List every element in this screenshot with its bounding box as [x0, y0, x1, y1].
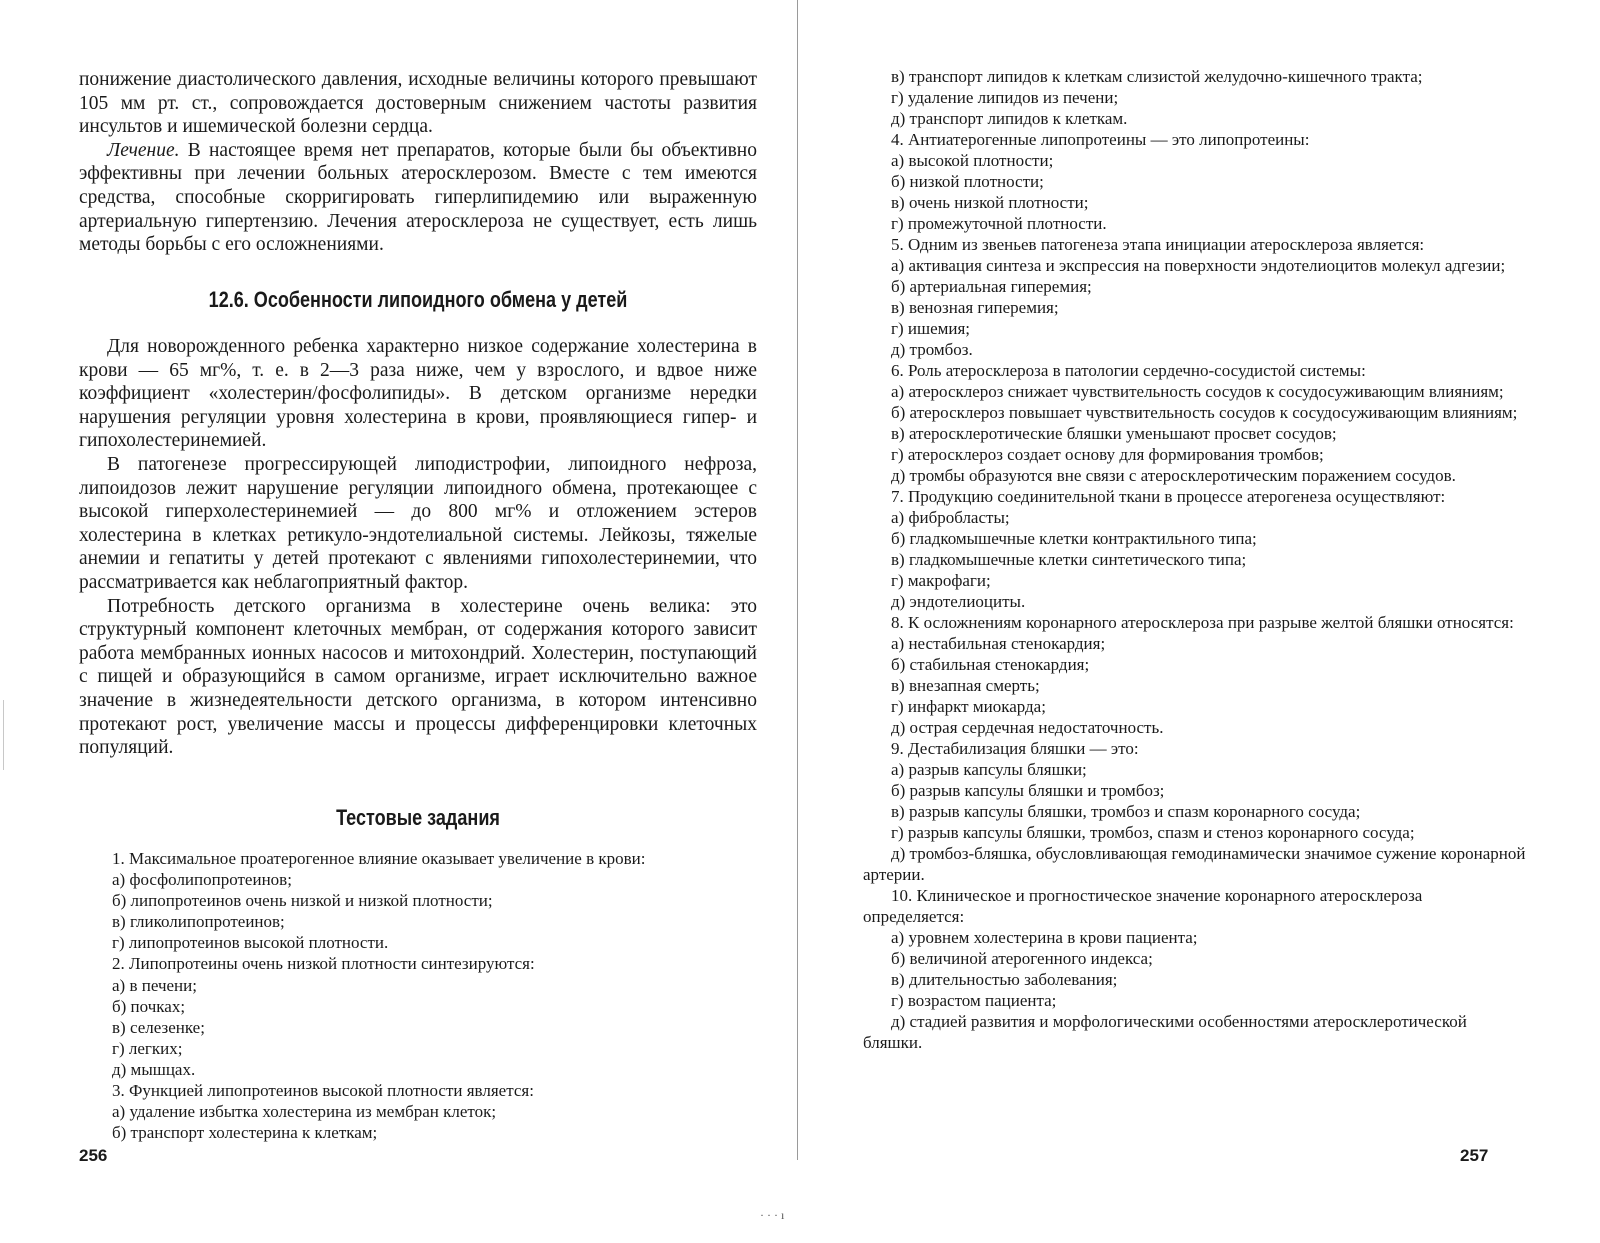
test-line: д) тромбоз. — [891, 340, 973, 359]
test-line: г) атеросклероз создает основу для формирования тромбов; — [891, 445, 1324, 464]
test-line: в) гликолипопротеинов; — [112, 912, 285, 932]
test-line: г) промежуточной плотности. — [891, 214, 1107, 233]
test-line: в) длительностью заболевания; — [891, 970, 1118, 989]
section-text — [79, 335, 757, 760]
test-line: б) транспорт холестерина к клеткам; — [112, 1123, 378, 1143]
test-line: а) разрыв капсулы бляшки; — [891, 760, 1087, 779]
test-line: в) селезенке; — [112, 1017, 205, 1037]
test-line: в) разрыв капсулы бляшки, тромбоз и спазм коронарного сосуда; — [891, 802, 1361, 821]
test-question: 4. Антиатерогенные липопротеины — это липопротеины: — [891, 130, 1310, 149]
test-question: 5. Одним из звеньев патогенеза этапа инициации атеросклероза является: — [891, 235, 1425, 254]
test-line: г) липопротеинов высокой плотности. — [112, 933, 389, 953]
test-line: д) тромбоз-бляшка, обусловливающая гемодинамически значимое сужение коронарной артерии. — [863, 844, 1526, 884]
test-line: б) липопротеинов очень низкой и низкой плотности; — [112, 891, 493, 911]
test-list-right — [863, 66, 1527, 1053]
scan-artifact: · · · ı — [760, 1208, 785, 1222]
test-line: а) атеросклероз снижает чувствительность сосудов к сосудосуживающим влияниям; — [891, 382, 1504, 401]
test-line: г) легких; — [112, 1038, 183, 1058]
test-line: в) атеросклеротические бляшки уменьшают просвет сосудов; — [891, 424, 1337, 443]
test-line: б) артериальная гиперемия; — [891, 277, 1092, 296]
test-line: в) гладкомышечные клетки синтетического типа; — [891, 550, 1247, 569]
test-line: б) атеросклероз повышает чувствительность сосудов к сосудосуживающим влияниям; — [891, 403, 1518, 422]
test-line: д) стадией развития и морфологическими особенностями атеросклеротической бляшки. — [863, 1012, 1467, 1052]
page-number-left: 256 — [79, 1146, 108, 1165]
test-line: а) нестабильная стенокардия; — [891, 634, 1106, 653]
test-line: 3. Функцией липопротеинов высокой плотности является: — [112, 1081, 534, 1101]
test-line: 2. Липопротеины очень низкой плотности синтезируются: — [112, 954, 535, 974]
right-page — [800, 0, 1600, 1243]
test-list-left — [112, 848, 757, 1143]
test-line: в) транспорт липидов к клеткам слизистой желудочно-кишечного тракта; — [891, 67, 1423, 86]
scan-edge-mark — [3, 700, 4, 770]
test-line: д) тромбы образуются вне связи с атеросклеротическим поражением сосудов. — [891, 466, 1456, 485]
test-line: в) очень низкой плотности; — [891, 193, 1089, 212]
test-line: г) разрыв капсулы бляшки, тромбоз, спазм и стеноз коронарного сосуда; — [891, 823, 1415, 842]
page-gutter-divider — [797, 0, 798, 1160]
test-question: 9. Дестабилизация бляшки — это: — [891, 739, 1139, 758]
test-line: г) макрофаги; — [891, 571, 991, 590]
test-line: а) в печени; — [112, 975, 197, 995]
test-line: г) возрастом пациента; — [891, 991, 1057, 1010]
test-line: в) внезапная смерть; — [891, 676, 1040, 695]
test-question: 6. Роль атеросклероза в патологии сердечно-сосудистой системы: — [891, 361, 1366, 380]
test-line: в) венозная гиперемия; — [891, 298, 1059, 317]
body-paragraph: Потребность детского организма в холестерине очень велика: это структурный компонент клеточных мембран, от содержания которого зависит работа мембранных ионных насосов и митохондрий. Холестерин, поступающий с пищей и образующийся в самом организме, играет исключительно важное значение в жизнедеятельности детского организма, в котором интенсивно протекают рост, увеличение массы и процессы дифференцировки клеточных популяций. — [79, 595, 757, 759]
test-line: г) инфаркт миокарда; — [891, 697, 1046, 716]
test-line: а) фосфолипопротеинов; — [112, 870, 292, 890]
test-line: г) удаление липидов из печени; — [891, 88, 1119, 107]
test-line: б) величиной атерогенного индекса; — [891, 949, 1153, 968]
test-line: б) низкой плотности; — [891, 172, 1044, 191]
test-line: д) эндотелиоциты. — [891, 592, 1026, 611]
paragraph-lead: Лечение. — [107, 139, 180, 161]
test-line: б) гладкомышечные клетки контрактильного типа; — [891, 529, 1257, 548]
test-line: б) стабильная стенокардия; — [891, 655, 1090, 674]
body-paragraph: В патогенезе прогрессирующей липодистрофии, липоидного нефроза, липоидозов лежит нарушение регуляции липоидного обмена, протекающее с высокой гиперхолестеринемией — до 800 мг% и отложением эстеров холестерина в клетках ретикуло-эндотелиальной системы. Лейкозы, тяжелые анемии и гепатиты у детей протекают с явлениями гипохолестеринемии, что рассматривается как неблагоприятный фактор. — [79, 453, 757, 593]
test-line: 1. Максимальное проатерогенное влияние оказывает увеличение в крови: — [112, 849, 646, 868]
test-line: д) мышцах. — [112, 1059, 196, 1079]
test-line: а) активация синтеза и экспрессия на поверхности эндотелиоцитов молекул адгезии; — [891, 256, 1506, 275]
test-line: б) разрыв капсулы бляшки и тромбоз; — [891, 781, 1165, 800]
test-line: д) острая сердечная недостаточность. — [891, 718, 1164, 737]
page-number-right: 257 — [1460, 1146, 1489, 1165]
test-line: а) высокой плотности; — [891, 151, 1054, 170]
test-line: г) ишемия; — [891, 319, 971, 338]
test-question: 10. Клиническое и прогностическое значение коронарного атеросклероза определяется: — [863, 886, 1423, 926]
test-line: д) транспорт липидов к клеткам. — [891, 109, 1128, 128]
intro-paragraph: понижение диастолического давления, исходные величины которого превышают 105 мм рт. ст., сопровождается достоверным снижением частоты развития инсультов и ишемической болезни сердца. — [79, 69, 757, 138]
test-question: 8. К осложнениям коронарного атеросклероза при разрыве желтой бляшки относятся: — [891, 613, 1514, 632]
test-line: а) уровнем холестерина в крови пациента; — [891, 928, 1198, 947]
section-heading: 12.6. Особенности липоидного обмена у детей — [208, 287, 628, 312]
body-paragraph: Для новорожденного ребенка характерно низкое содержание холестерина в крови — 65 мг%, т. е. в 2—3 раза ниже, чем у взрослого, и вдвое ниже коэффициент «холестерин/фосфолипиды». В детском организме нередки нарушения регуляции уровня холестерина в крови, проявляющиеся гипер- и гипохолестеринемией. — [79, 336, 757, 452]
tests-heading: Тестовые задания — [336, 805, 500, 830]
test-line: б) почках; — [112, 996, 186, 1016]
intro-text — [79, 68, 757, 257]
test-line: а) фибробласты; — [891, 508, 1010, 527]
treatment-paragraph: Лечение. В настоящее время нет препаратов, которые были бы объективно эффективны при лечении больных атеросклерозом. Вместе с тем имеются средства, способные скорригировать гиперлипидемию или выраженную артериальную гипертензию. Лечения атеросклероза не существует, есть лишь методы борьбы с его осложнениями. — [79, 139, 757, 256]
test-question: 7. Продукцию соединительной ткани в процессе атерогенеза осуществляют: — [891, 487, 1446, 506]
test-line: а) удаление избытка холестерина из мембран клеток; — [112, 1102, 497, 1122]
